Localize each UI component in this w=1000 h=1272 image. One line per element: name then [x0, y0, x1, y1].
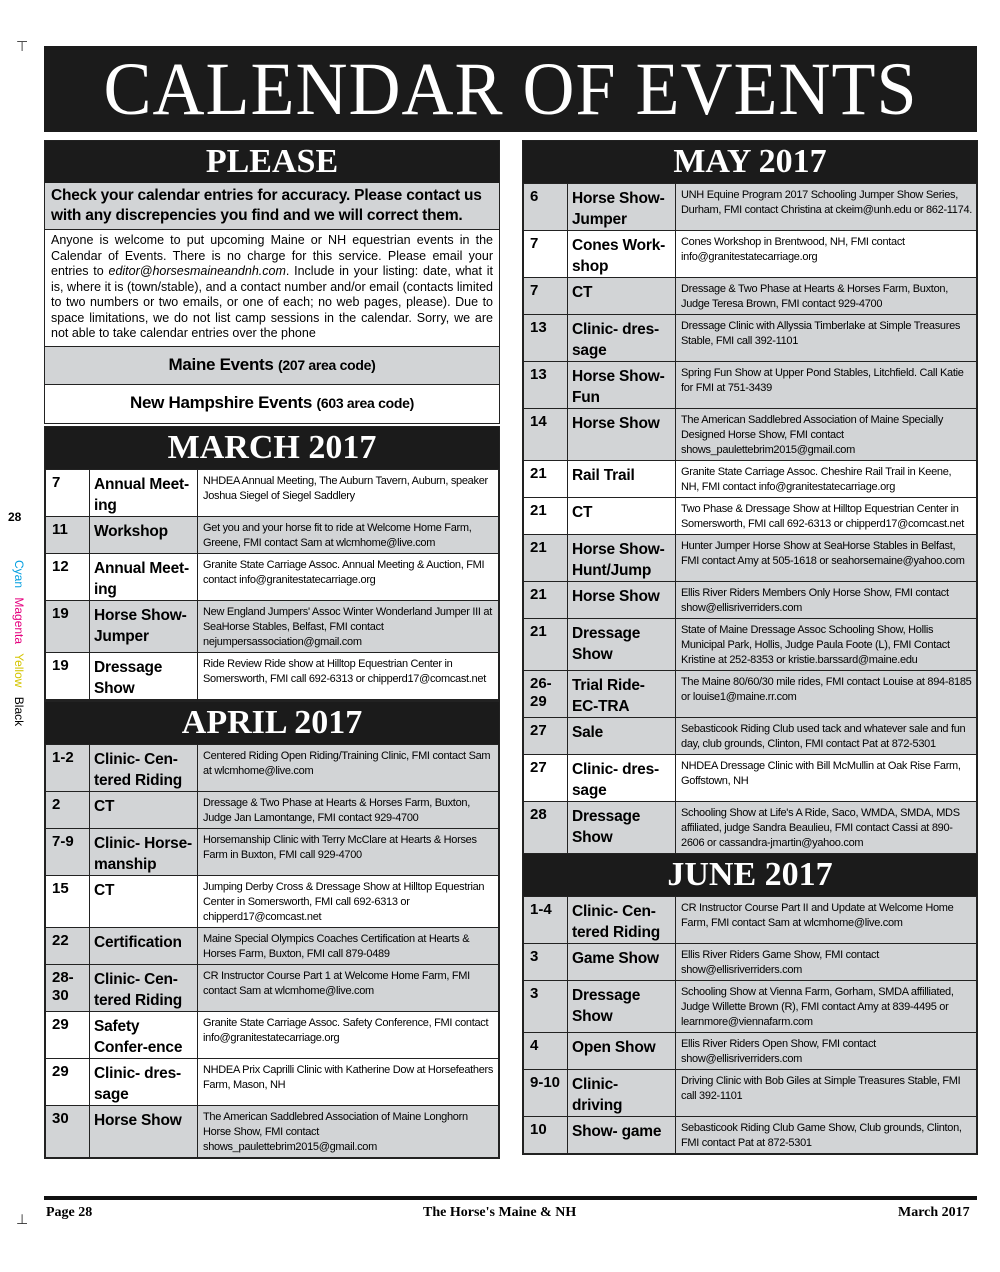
april-events-table — [45, 744, 499, 1158]
event-description: Cones Workshop in Brentwood, NH, FMI contact info@granitestatecarriage.org — [676, 231, 977, 278]
event-date: 12 — [46, 553, 90, 600]
event-row — [46, 553, 499, 600]
event-row — [524, 362, 977, 409]
event-type: Show- game — [568, 1117, 676, 1154]
event-date: 21 — [524, 498, 568, 535]
event-date: 28 — [524, 802, 568, 854]
march-events-table — [45, 469, 499, 700]
event-date: 1-4 — [524, 897, 568, 944]
event-row — [46, 744, 499, 791]
event-description: CR Instructor Course Part 1 at Welcome Home Farm, FMI contact Sam at wlcmhome@live.com — [198, 964, 499, 1011]
march-section — [44, 426, 500, 701]
event-description: State of Maine Dressage Assoc Schooling Show, Hollis Municipal Park, Hollis, Judge Paula Foote (L), FMI Contact Kristine at 252-8353 or kristie.barssard@maine.edu — [676, 619, 977, 671]
event-type: Cones Work-shop — [568, 231, 676, 278]
event-row — [46, 516, 499, 553]
event-type: Dressage Show — [568, 981, 676, 1033]
event-type: Certification — [90, 927, 198, 964]
page-title: CALENDAR OF EVENTS — [103, 47, 918, 131]
event-type: Horse Show-Hunt/Jump — [568, 535, 676, 582]
event-date: 29 — [46, 1011, 90, 1058]
event-description: Get you and your horse fit to ride at Welcome Home Farm, Greene, FMI contact Sam at wlcmhome@live.com — [198, 516, 499, 553]
event-type: Horse Show-Jumper — [568, 184, 676, 231]
april-heading: APRIL 2017 — [45, 702, 499, 744]
event-row — [46, 600, 499, 652]
may-section — [523, 141, 977, 854]
june-heading: JUNE 2017 — [523, 854, 977, 896]
event-description: Dressage Clinic with Allyssia Timberlake at Simple Treasures Stable, FMI call 392-1101 — [676, 315, 977, 362]
right-column — [522, 140, 978, 1155]
event-type: Dressage Show — [568, 619, 676, 671]
event-date: 13 — [524, 315, 568, 362]
event-type: Clinic- dres-sage — [568, 755, 676, 802]
event-date: 15 — [46, 875, 90, 927]
event-date: 3 — [524, 944, 568, 981]
event-type: CT — [568, 498, 676, 535]
event-row — [524, 231, 977, 278]
event-description: NHDEA Annual Meeting, The Auburn Tavern, Auburn, speaker Joshua Siegel of Siegel Saddlery — [198, 469, 499, 516]
event-row — [46, 964, 499, 1011]
event-date: 21 — [524, 582, 568, 619]
event-type: Clinic- Horse-manship — [90, 828, 198, 875]
june-events-table — [523, 896, 977, 1154]
event-row — [524, 755, 977, 802]
event-date: 7 — [524, 278, 568, 315]
event-row — [524, 619, 977, 671]
event-description: Spring Fun Show at Upper Pond Stables, Litchfield. Call Katie for FMI at 751-3439 — [676, 362, 977, 409]
event-type: Safety Confer-ence — [90, 1011, 198, 1058]
event-row — [524, 315, 977, 362]
event-description: NHDEA Prix Caprilli Clinic with Katherine Dow at Horsefeathers Farm, Mason, NH — [198, 1058, 499, 1105]
event-date: 19 — [46, 600, 90, 652]
event-description: UNH Equine Program 2017 Schooling Jumper Show Series, Durham, FMI contact Christina at ckeim@unh.edu or 862-1174. — [676, 184, 977, 231]
event-row — [524, 1117, 977, 1154]
event-description: NHDEA Dressage Clinic with Bill McMullin at Oak Rise Farm, Goffstown, NH — [676, 755, 977, 802]
event-description: Maine Special Olympics Coaches Certification at Hearts & Horses Farm, Buxton, FMI call 879-0489 — [198, 927, 499, 964]
please-instructions: Anyone is welcome to put upcoming Maine or NH equestrian events in the Calendar of Events. There is no charge for this service. Please email your entries to editor@horsesmaineandnh.com. Include in your listing: date, what it is, where it is (town/stable), and a contact number and/or email (contacts limited to two numbers or two emails, or one of each; no web pages, please). Due to space limitations, we do not list camp sessions in the calendar. Sorry, we are not able to take calendar entries over the phone — [45, 230, 499, 347]
event-row — [46, 469, 499, 516]
event-row — [524, 582, 977, 619]
event-type: Rail Trail — [568, 461, 676, 498]
event-date: 22 — [46, 927, 90, 964]
color-cyan: Cyan — [12, 560, 26, 589]
event-row — [46, 1011, 499, 1058]
event-date: 21 — [524, 619, 568, 671]
event-date: 7 — [524, 231, 568, 278]
event-type: Annual Meet-ing — [90, 553, 198, 600]
event-type: Dressage Show — [568, 802, 676, 854]
event-description: Ride Review Ride show at Hilltop Equestrian Center in Somersworth, FMI call 692-6313 or chipperd17@comcast.net — [198, 652, 499, 699]
event-type: Clinic- driving — [568, 1070, 676, 1117]
please-heading: PLEASE — [45, 141, 499, 183]
event-type: Horse Show-Jumper — [90, 600, 198, 652]
event-row — [524, 1070, 977, 1117]
event-type: Trial Ride- EC-TRA — [568, 671, 676, 718]
color-bar-labels — [12, 560, 26, 732]
event-description: Ellis River Riders Members Only Horse Show, FMI contact show@ellisriverriders.com — [676, 582, 977, 619]
event-type: Clinic- dres-sage — [90, 1058, 198, 1105]
event-description: Sebasticook Riding Club used tack and whatever sale and fun day, club grounds, Clinton, FMI contact Pat at 872-5301 — [676, 718, 977, 755]
maine-events-legend: Maine Events (207 area code) — [45, 347, 499, 385]
nh-events-legend: New Hampshire Events (603 area code) — [130, 392, 414, 412]
may-events-table — [523, 183, 977, 854]
event-row — [524, 409, 977, 461]
april-section — [44, 701, 500, 1159]
event-description: The American Saddlebred Association of Maine Longhorn Horse Show, FMI contact shows_paulettebrim2015@gmail.com — [198, 1105, 499, 1157]
june-section — [523, 854, 977, 1154]
event-description: Granite State Carriage Assoc. Safety Conference, FMI contact info@granitestatecarriage.org — [198, 1011, 499, 1058]
event-row — [524, 498, 977, 535]
event-date: 3 — [524, 981, 568, 1033]
event-type: Clinic- Cen-tered Riding — [90, 964, 198, 1011]
event-row — [524, 278, 977, 315]
event-description: New England Jumpers' Assoc Winter Wonderland Jumper III at SeaHorse Stables, Belfast, FMI contact nejumpersassociation@gmail.com — [198, 600, 499, 652]
event-row — [46, 791, 499, 828]
color-magenta: Magenta — [12, 597, 26, 645]
event-description: Driving Clinic with Bob Giles at Simple Treasures Stable, FMI call 392-1101 — [676, 1070, 977, 1117]
event-description: Dressage & Two Phase at Hearts & Horses Farm, Buxton, Judge Teresa Brown, FMI contact 929-4700 — [676, 278, 977, 315]
event-date: 4 — [524, 1033, 568, 1070]
event-date: 30 — [46, 1105, 90, 1157]
event-row — [46, 652, 499, 699]
event-type: Horse Show — [568, 582, 676, 619]
event-description: The Maine 80/60/30 mile rides, FMI contact Louise at 894-8185 or louise1@maine.rr.com — [676, 671, 977, 718]
event-date: 21 — [524, 535, 568, 582]
event-date: 27 — [524, 755, 568, 802]
event-row — [46, 1058, 499, 1105]
event-type: Game Show — [568, 944, 676, 981]
event-description: Sebasticook Riding Club Game Show, Club grounds, Clinton, FMI contact Pat at 872-5301 — [676, 1117, 977, 1154]
event-description: Granite State Carriage Assoc. Annual Meeting & Auction, FMI contact info@granitestatecarriage.org — [198, 553, 499, 600]
color-yellow: Yellow — [12, 653, 26, 688]
event-date: 27 — [524, 718, 568, 755]
event-type: Clinic- dres-sage — [568, 315, 676, 362]
event-type: Workshop — [90, 516, 198, 553]
side-page-number: 28 — [8, 510, 22, 524]
color-bar — [12, 560, 28, 730]
event-row — [524, 535, 977, 582]
event-description: Ellis River Riders Open Show, FMI contact show@ellisriverriders.com — [676, 1033, 977, 1070]
event-description: Hunter Jumper Horse Show at SeaHorse Stables in Belfast, FMI contact Amy at 505-1618 or seahorsemaine@yahoo.com — [676, 535, 977, 582]
march-heading: MARCH 2017 — [45, 427, 499, 469]
footer-date: March 2017 — [898, 1205, 970, 1220]
event-row — [46, 927, 499, 964]
event-type: Horse Show-Fun — [568, 362, 676, 409]
footer-publication: The Horse's Maine & NH — [423, 1205, 577, 1220]
event-description: CR Instructor Course Part II and Update at Welcome Home Farm, FMI contact Sam at wlcmhome@live.com — [676, 897, 977, 944]
event-date: 21 — [524, 461, 568, 498]
event-type: Clinic- Cen-tered Riding — [568, 897, 676, 944]
event-row — [524, 671, 977, 718]
event-type: Open Show — [568, 1033, 676, 1070]
event-description: The American Saddlebred Association of Maine Specially Designed Horse Show, FMI contact shows_paulettebrim2015@gmail.com — [676, 409, 977, 461]
crop-mark-bottom: ⊥ — [16, 1212, 29, 1228]
event-date: 26-29 — [524, 671, 568, 718]
event-row — [46, 875, 499, 927]
event-row — [524, 944, 977, 981]
color-black: Black — [12, 696, 26, 727]
event-row — [46, 828, 499, 875]
event-row — [524, 461, 977, 498]
event-type: Sale — [568, 718, 676, 755]
please-section — [44, 140, 500, 424]
event-row — [524, 184, 977, 231]
event-type: CT — [90, 875, 198, 927]
event-description: Dressage & Two Phase at Hearts & Horses Farm, Buxton, Judge Jan Lamontange, FMI contact 929-4700 — [198, 791, 499, 828]
crop-mark-top: ⊤ — [16, 39, 29, 55]
event-date: 29 — [46, 1058, 90, 1105]
event-description: Ellis River Riders Game Show, FMI contact show@ellisriverriders.com — [676, 944, 977, 981]
event-type: CT — [568, 278, 676, 315]
event-row — [46, 1105, 499, 1157]
event-date: 9-10 — [524, 1070, 568, 1117]
event-date: 2 — [46, 791, 90, 828]
event-date: 7-9 — [46, 828, 90, 875]
event-description: Jumping Derby Cross & Dressage Show at Hilltop Equestrian Center in Somersworth, FMI call 692-6313 or chipperd17@comcast.net — [198, 875, 499, 927]
event-row — [524, 981, 977, 1033]
event-row — [524, 718, 977, 755]
event-type: Horse Show — [568, 409, 676, 461]
left-column — [44, 140, 500, 1195]
event-row — [524, 1033, 977, 1070]
event-type: Dressage Show — [90, 652, 198, 699]
event-type: Annual Meet-ing — [90, 469, 198, 516]
may-heading: MAY 2017 — [523, 141, 977, 183]
event-description: Schooling Show at Life's A Ride, Saco, WMDA, SMDA, MDS affiliated, judge Sandra Beaulieu, FMI contact Cassi at 890-2606 or cassandra-jmartin@yahoo.com — [676, 802, 977, 854]
event-date: 10 — [524, 1117, 568, 1154]
event-date: 6 — [524, 184, 568, 231]
editor-email-link[interactable]: editor@horsesmaineandnh.com — [108, 264, 286, 278]
page-banner — [44, 46, 977, 132]
event-type: Clinic- Cen-tered Riding — [90, 744, 198, 791]
event-date: 11 — [46, 516, 90, 553]
footer-rule — [44, 1196, 977, 1200]
event-description: Schooling Show at Vienna Farm, Gorham, SMDA affilliated, Judge Willette Brown (R), FMI contact Amy at 839-4495 or learnmore@viennafarm.com — [676, 981, 977, 1033]
event-date: 19 — [46, 652, 90, 699]
footer-page-number: Page 28 — [46, 1205, 93, 1220]
event-description: Two Phase & Dressage Show at Hilltop Equestrian Center in Somersworth, FMI call 692-6313 or chipperd17@comcast.net — [676, 498, 977, 535]
event-date: 28-30 — [46, 964, 90, 1011]
event-type: Horse Show — [90, 1105, 198, 1157]
event-description: Centered Riding Open Riding/Training Clinic, FMI contact Sam at wlcmhome@live.com — [198, 744, 499, 791]
event-date: 14 — [524, 409, 568, 461]
event-type: CT — [90, 791, 198, 828]
event-description: Granite State Carriage Assoc. Cheshire Rail Trail in Keene, NH, FMI contact info@granitestatecarriage.org — [676, 461, 977, 498]
event-date: 13 — [524, 362, 568, 409]
event-description: Horsemanship Clinic with Terry McClare at Hearts & Horses Farm in Buxton, FMI call 929-4700 — [198, 828, 499, 875]
please-bold-note: Check your calendar entries for accuracy. Please contact us with any discrepencies you find and we will correct them. — [45, 183, 499, 230]
event-row — [524, 802, 977, 854]
event-date: 1-2 — [46, 744, 90, 791]
event-row — [524, 897, 977, 944]
event-date: 7 — [46, 469, 90, 516]
